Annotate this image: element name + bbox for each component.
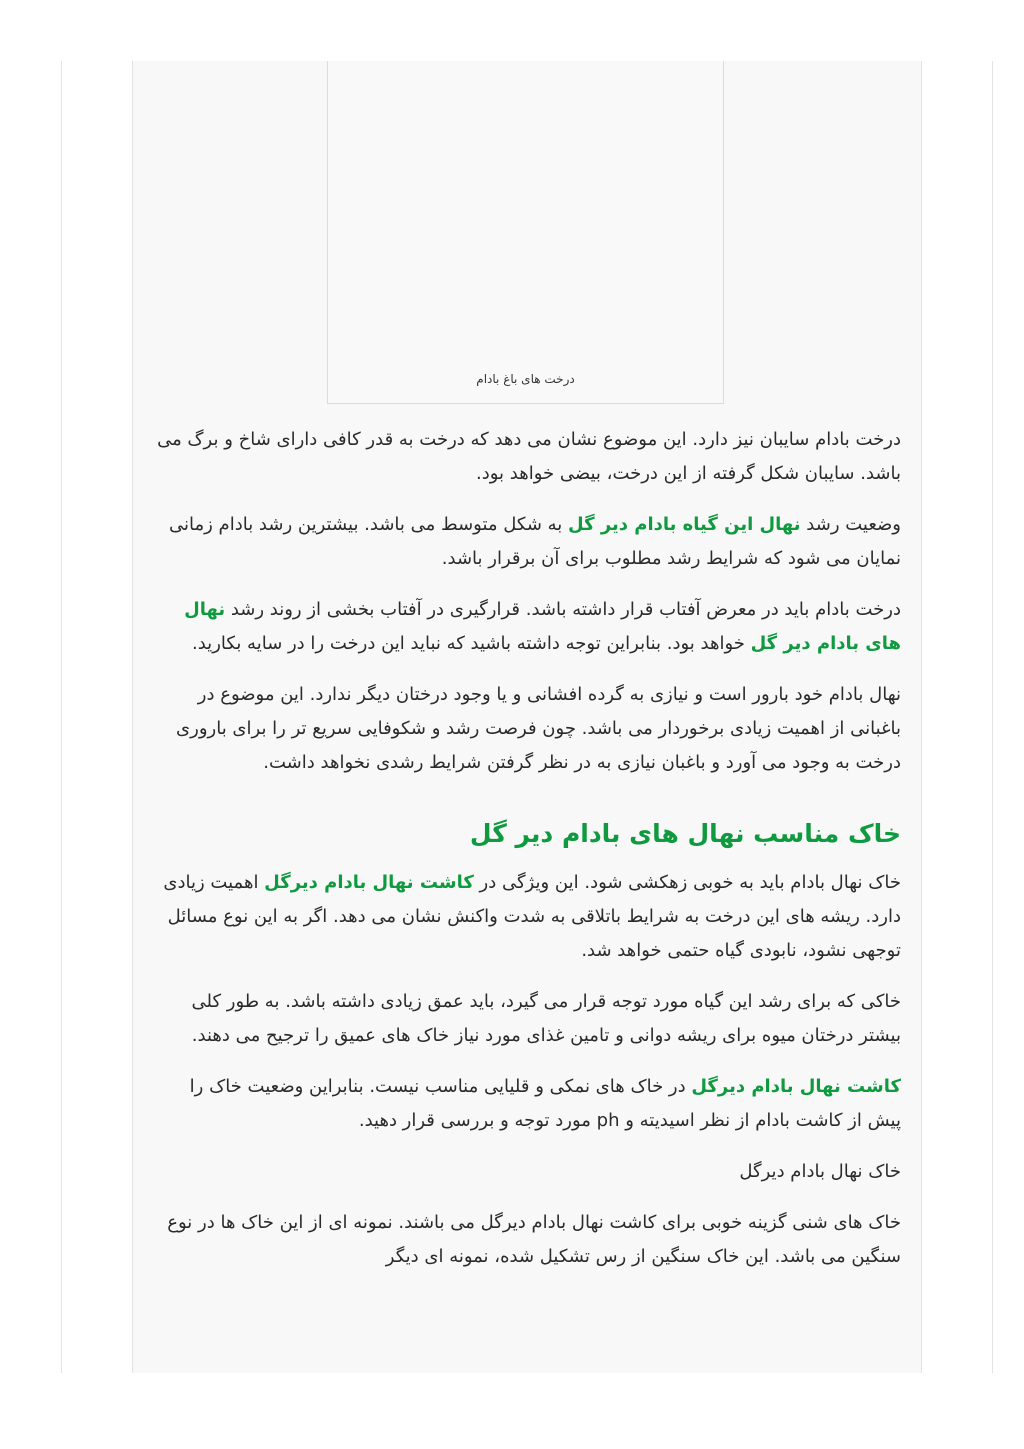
paragraph-text: در خاک های نمکی و قلیایی مناسب نیست. بنابراین وضعیت خاک را پیش از کاشت بادام از نظر اسیدیته و ph مورد توجه و بررسی قرار دهید. xyxy=(189,1076,901,1131)
paragraph-canopy: درخت بادام سایبان نیز دارد. این موضوع نشان می دهد که درخت به قدر کافی دارای شاخ و برگ می باشد. سایبان شکل گرفته از این درخت، بیضی خواهد بود. xyxy=(157,429,901,484)
link-planting-almond-seedling[interactable]: کاشت نهال بادام دیرگل xyxy=(264,872,474,893)
link-planting-almond-seedling-2[interactable]: کاشت نهال بادام دیرگل xyxy=(691,1076,901,1097)
link-late-bloom-almond-seedling[interactable]: نهال این گیاه بادام دیر گل xyxy=(568,514,801,535)
paragraph-salinity xyxy=(151,1070,901,1138)
paragraph-text: اهمیت زیادی دارد. ریشه های این درخت به شرایط باتلاقی به شدت واکنش نشان می دهد. اگر به این نوع مسائل توجهی نشود، نابودی گیاه حتمی خواهد شد. xyxy=(163,872,901,961)
paragraph-text: به شکل متوسط می باشد. بیشترین رشد بادام زمانی نمایان می شود که شرایط رشد مطلوب برای آن برقرار باشد. xyxy=(169,514,901,569)
link-late-bloom-almond-seedlings[interactable]: نهال های بادام دیر گل xyxy=(184,599,901,654)
article-body xyxy=(151,423,901,1291)
article-panel xyxy=(132,61,922,1373)
figure-caption: درخت های باغ بادام xyxy=(476,372,575,386)
paragraph-text: خواهد بود. بنابراین توجه داشته باشید که نباید این درخت را در سایه بکارید. xyxy=(192,633,751,654)
paragraph-text: درخت بادام باید در معرض آفتاب قرار داشته باشد. قرارگیری در آفتاب بخشی از روند رشد xyxy=(225,599,901,620)
figure-image-placeholder xyxy=(327,61,724,404)
paragraph-self-fertile: نهال بادام خود بارور است و نیازی به گرده افشانی و یا وجود درختان دیگر ندارد. این موضوع در باغبانی از اهمیت زیادی برخوردار می باشد. چون فرصت رشد و شکوفایی سریع تر را برای باروری درخت به وجود می آورد و باغبان نیازی به در نظر گرفتن شرایط رشدی نخواهد داشت. xyxy=(176,684,901,773)
paragraph-text: خاک نهال بادام باید به خوبی زهکشی شود. این ویژگی در xyxy=(473,872,901,893)
section-heading-soil: خاک مناسب نهال های بادام دیر گل xyxy=(469,819,901,848)
paragraph-growth xyxy=(151,508,901,576)
paragraph-text: وضعیت رشد xyxy=(800,514,901,535)
paragraph-soil-depth: خاکی که برای رشد این گیاه مورد توجه قرار می گیرد، باید عمق زیادی داشته باشد. به طور کلی بیشتر درختان میوه برای ریشه دوانی و تامین غذای مورد نیاز خاک های عمیق را ترجیح می دهند. xyxy=(191,991,901,1046)
paragraph-soil-label: خاک نهال بادام دیرگل xyxy=(739,1161,901,1182)
paragraph-sandy-soil: خاک های شنی گزینه خوبی برای کاشت نهال بادام دیرگل می باشند. نمونه ای از این خاک ها در نوع سنگین می باشد. این خاک سنگین از رس تشکیل شده، نمونه ای دیگر xyxy=(167,1212,901,1267)
paragraph-sunlight xyxy=(151,593,901,661)
paragraph-drainage xyxy=(151,866,901,968)
